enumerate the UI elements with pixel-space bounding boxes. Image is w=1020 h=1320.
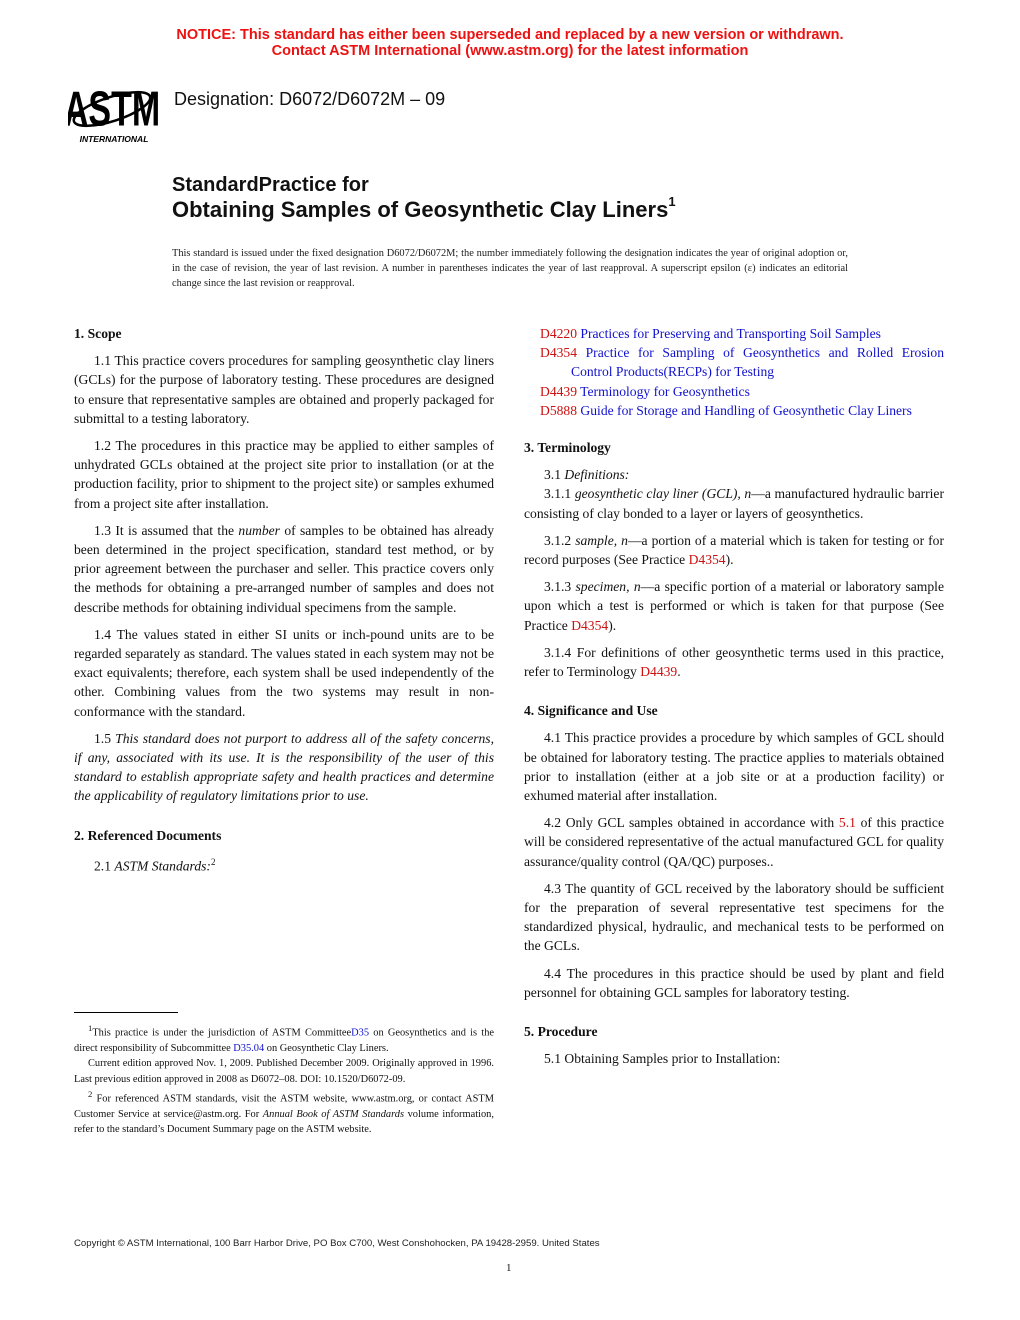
right-column bbox=[524, 324, 944, 1077]
svg-text:ASTM: ASTM bbox=[68, 81, 160, 136]
para-3-1: 3.1 Definitions: bbox=[544, 467, 630, 483]
para-1-4: 1.4 The values stated in either SI units or inch-pound units are to be regarded separately as standard. The values stated in each system may not be exact equivalents; therefore, each system shall be used independently of the other. Combining values from the two systems may result in non-conformance with the standard. bbox=[74, 626, 494, 719]
page-number: 1 bbox=[506, 1262, 512, 1274]
link-d35[interactable]: D35 bbox=[351, 1027, 370, 1039]
ref-item[interactable]: D5888 Guide for Storage and Handling of Geosynthetic Clay Liners bbox=[540, 402, 912, 418]
para-2-1: 2.1 ASTM Standards:$^2$ bbox=[94, 856, 216, 874]
section-3-heading: 3. Terminology bbox=[524, 440, 611, 456]
footnote-ref-2[interactable]: 2 bbox=[210, 856, 216, 867]
para-4-3: 4.3 The quantity of GCL received by the laboratory should be sufficient for the preparation of several representative test specimens for the standardized physical, hydraulic, and mechanical tests to be performed on the GCLs. bbox=[524, 880, 944, 954]
para-4-1: 4.1 This practice provides a procedure by which samples of GCL should be obtained for laboratory testing. The practice applies to materials obtained prior to installation (either at a job site or at a production facility) or exhumed material after installation. bbox=[524, 730, 944, 804]
issued-note: This standard is issued under the fixed designation D6072/D6072M; the number immediately following the designation indicates the year of original adoption or, in the case of revision, the year of last revision. A number in parentheses indicates the year of last reapproval. A superscript epsilon (ε) indicates an editorial change since the last revision or reapproval. bbox=[172, 248, 848, 289]
ref-item[interactable]: D4439 Terminology for Geosynthetics bbox=[540, 383, 750, 399]
para-1-2: 1.2 The procedures in this practice may be applied to either samples of unhydrated GCLs obtained at the project site prior to installation (or at the production facility, prior to shipment to the project site) or samples exhumed from a project site after installation. bbox=[74, 438, 494, 511]
para-1-5: 1.5 This standard does not purport to address all of the safety concerns, if any, associated with its use. It is the responsibility of the user of this standard to establish appropriate safety and health practices and determine the applicability of regulatory limitations prior to use. bbox=[74, 730, 494, 804]
section-2-heading: 2. Referenced Documents bbox=[74, 827, 222, 843]
ref-item[interactable]: D4354 Practice for Sampling of Geosynthetics and Rolled Erosion Control Products(RECPs) for Testing bbox=[540, 345, 944, 380]
para-5-1: 5.1 Obtaining Samples prior to Installation: bbox=[544, 1051, 781, 1067]
notice-line-1: NOTICE: This standard has either been superseded and replaced by a new version or withdrawn. bbox=[176, 27, 844, 43]
page-title bbox=[172, 194, 676, 223]
link-d4354[interactable]: D4354 bbox=[688, 552, 726, 568]
footnote-2: $^2$ For referenced ASTM standards, visit the ASTM website, www.astm.org, or contact ASTM Customer Service at service@astm.org. For Annual Book of ASTM Standards volume information, refer to the standard’s Document Summary page on the ASTM website. bbox=[74, 1089, 494, 1136]
left-column bbox=[74, 324, 494, 876]
link-d4354[interactable]: D4354 bbox=[571, 617, 609, 633]
para-3-1-3: 3.1.3 specimen, n—a specific portion of a material or laboratory sample upon which a test is performed or which is taken for that purpose (See Practice D4354). bbox=[524, 579, 944, 633]
withdrawn-notice bbox=[0, 27, 1020, 59]
section-4-heading: 4. Significance and Use bbox=[524, 703, 658, 719]
copyright: Copyright © ASTM International, 100 Barr Harbor Drive, PO Box C700, West Conshohocken, PA 19428-2959. United States bbox=[74, 1238, 600, 1249]
section-5-heading: 5. Procedure bbox=[524, 1024, 598, 1040]
para-3-1-1: 3.1.1 geosynthetic clay liner (GCL), n—a manufactured hydraulic barrier consisting of clay bonded to a layer or layers of geosynthetics. bbox=[524, 486, 944, 521]
astm-logo bbox=[68, 76, 160, 146]
para-3-1-2: 3.1.2 sample, n—a portion of a material which is taken for testing or for record purposes (See Practice D4354). bbox=[524, 532, 944, 568]
referenced-standards-list bbox=[524, 324, 944, 420]
footnote-1: $^1$This practice is under the jurisdiction of ASTM CommitteeD35 on Geosynthetics and is the direct responsibility of Subcommittee D35.04 on Geosynthetic Clay Liners. bbox=[74, 1023, 495, 1054]
section-1-heading: 1. Scope bbox=[74, 326, 122, 341]
astm-logo-icon bbox=[68, 76, 160, 146]
title-footnote-ref[interactable]: 1 bbox=[668, 194, 676, 209]
link-d35-04[interactable]: D35.04 bbox=[233, 1042, 265, 1054]
para-4-4: 4.4 The procedures in this practice should be used by plant and field personnel for obtaining GCL samples for laboratory testing. bbox=[524, 965, 944, 1000]
footnotes bbox=[74, 1021, 494, 1138]
para-3-1-4: 3.1.4 For definitions of other geosynthetic terms used in this practice, refer to Terminology D4439. bbox=[524, 644, 944, 680]
designation: Designation: D6072/D6072M – 09 bbox=[174, 89, 446, 109]
para-1-3: 1.3 It is assumed that the number of samples to be obtained has already been determined in the project specification, standard test method, or by prior agreement between the purchaser and seller. This practice covers only the methods for obtaining a pre-arranged number of samples and does not describe methods for obtaining individual specimens from the sample. bbox=[74, 522, 494, 615]
link-d4439[interactable]: D4439 bbox=[640, 664, 678, 680]
footnote-1-edition: Current edition approved Nov. 1, 2009. Published December 2009. Originally approved in 1996. Last previous edition approved in 2008 as D6072–08. DOI: 10.1520/D6072-09. bbox=[74, 1058, 494, 1085]
notice-line-2: Contact ASTM International (www.astm.org) for the latest information bbox=[271, 43, 749, 59]
para-1-1: 1.1 This practice covers procedures for sampling geosynthetic clay liners (GCLs) for the purpose of laboratory testing. These procedures are designed to ensure that representative samples are obtained and properly packaged for submittal to a testing laboratory. bbox=[74, 353, 494, 426]
ref-item[interactable]: D4220 Practices for Preserving and Transporting Soil Samples bbox=[540, 326, 881, 341]
svg-text:INTERNATIONAL: INTERNATIONAL bbox=[79, 134, 149, 144]
para-4-2: 4.2 Only GCL samples obtained in accordance with 5.1 of this practice will be considered representative of the actual manufactured GCL for quality assurance/quality control (QA/QC) purposes.. bbox=[524, 815, 944, 869]
title-line-1: StandardPractice for bbox=[172, 174, 369, 196]
title-line-2: Obtaining Samples of Geosynthetic Clay Liners bbox=[172, 197, 669, 222]
link-section-5-1[interactable]: 5.1 bbox=[838, 815, 856, 831]
footnote-divider bbox=[74, 1012, 178, 1013]
